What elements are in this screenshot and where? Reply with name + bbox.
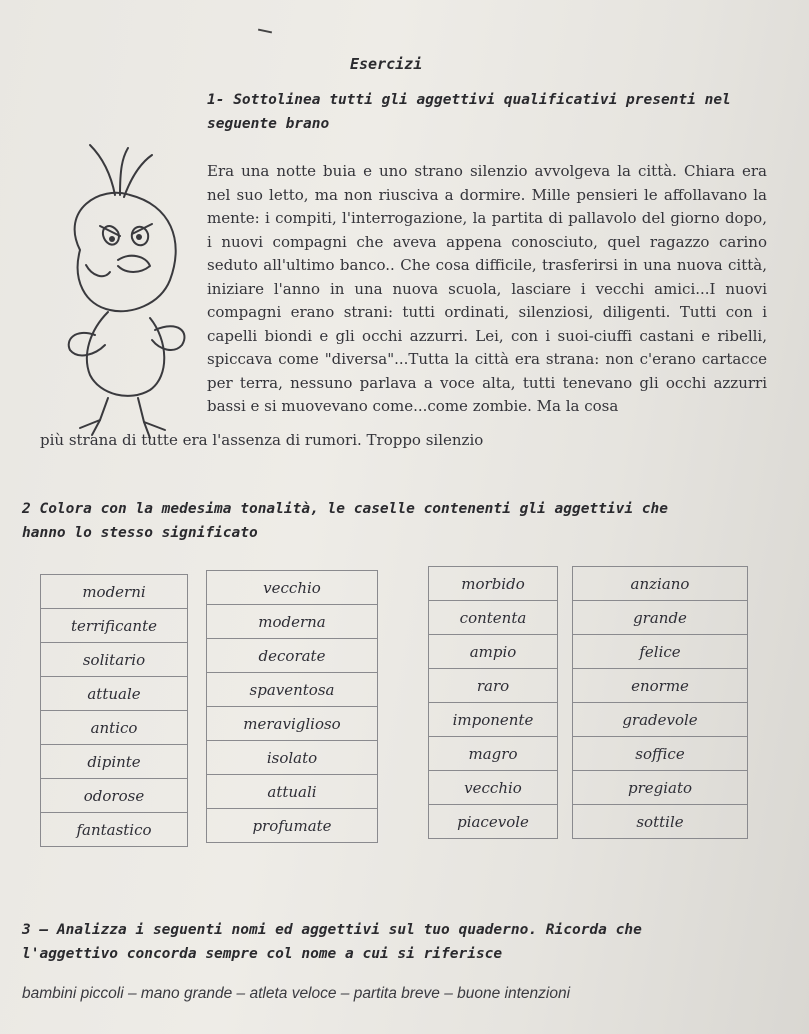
pen-mark: [258, 29, 272, 34]
adjective-row: [207, 639, 378, 673]
adjective-row: [573, 737, 748, 771]
adjective-row: [573, 601, 748, 635]
noun-adjective-phrases: bambini piccoli – mano grande – atleta veloce – partita breve – buone intenzioni: [22, 985, 571, 1002]
adjective-row: [429, 601, 558, 635]
adjective-row: [41, 677, 188, 711]
adjective-cell[interactable]: imponente: [429, 703, 558, 737]
adjective-cell[interactable]: spaventosa: [207, 673, 378, 707]
exercise-3-heading: [22, 918, 802, 966]
adjective-row: [207, 707, 378, 741]
adjective-cell[interactable]: decorate: [207, 639, 378, 673]
exercise-2-heading: [22, 497, 792, 545]
adjective-cell[interactable]: contenta: [429, 601, 558, 635]
passage-text: Era una notte buia e uno strano silenzio avvolgeva la città. Chiara era nel suo letto, ma non riusciva a dormire. Mille pensieri le affollavano la mente: i compiti, l'interrogazione, la partita di pallavolo del giorno dopo, i nuovi compagni che aveva appena conosciuto, quel ragazzo carino seduto all'ultimo banco.. Che cosa difficile, trasferirsi in una nuova città, iniziare l'anno in una nuova scuola, lasciare i vecchi amici...I nuovi compagni erano strani: tutti ordinati, silenziosi, diligenti. Tutti con i capelli biondi e gli occhi azzurri. Lei, con i suoi-ciuffi castani e ribelli, spiccava come "diversa"...Tutta la città era strana: non c'erano cartacce per terra, nessuno parlava a voce alta, tutti tenevano gli occhi azzurri bassi e si muovevano come...come zombie. Ma la cosa: [207, 162, 767, 415]
exercise-3-heading-line1: 3 – Analizza i seguenti nomi ed aggettivi sul tuo quaderno. Ricorda che: [22, 922, 642, 938]
adjective-row: [207, 809, 378, 843]
exercise-1-heading-line2: seguente brano: [207, 116, 330, 132]
adjective-cell[interactable]: vecchio: [429, 771, 558, 805]
adjective-row: [41, 575, 188, 609]
adjective-cell[interactable]: morbido: [429, 567, 558, 601]
adjective-row: [41, 745, 188, 779]
adjective-cell[interactable]: pregiato: [573, 771, 748, 805]
adjective-cell[interactable]: odorose: [41, 779, 188, 813]
adjective-row: [573, 567, 748, 601]
page-title: Esercizi: [350, 55, 423, 73]
adjective-cell[interactable]: attuale: [41, 677, 188, 711]
passage-tail: più strana di tutte era l'assenza di rumori. Troppo silenzio: [40, 431, 484, 449]
adjective-column-3: [428, 566, 558, 839]
adjective-cell[interactable]: dipinte: [41, 745, 188, 779]
adjective-cell[interactable]: moderni: [41, 575, 188, 609]
adjective-cell[interactable]: terrificante: [41, 609, 188, 643]
adjective-cell[interactable]: moderna: [207, 605, 378, 639]
adjective-row: [207, 741, 378, 775]
exercise-2-heading-line1: 2 Colora con la medesima tonalità, le caselle contenenti gli aggettivi che: [22, 501, 669, 517]
adjective-cell[interactable]: raro: [429, 669, 558, 703]
reading-passage: [207, 160, 767, 419]
adjective-row: [429, 805, 558, 839]
adjective-cell[interactable]: gradevole: [573, 703, 748, 737]
adjective-cell[interactable]: profumate: [207, 809, 378, 843]
adjective-cell[interactable]: grande: [573, 601, 748, 635]
adjective-row: [573, 771, 748, 805]
adjective-cell[interactable]: solitario: [41, 643, 188, 677]
adjective-cell[interactable]: anziano: [573, 567, 748, 601]
exercise-3-heading-line2: l'aggettivo concorda sempre col nome a cui si riferisce: [22, 946, 503, 962]
adjective-cell[interactable]: isolato: [207, 741, 378, 775]
adjective-row: [429, 771, 558, 805]
adjective-row: [429, 737, 558, 771]
adjective-row: [429, 669, 558, 703]
adjective-cell[interactable]: felice: [573, 635, 748, 669]
exercise-2-heading-line2: hanno lo stesso significato: [22, 525, 258, 541]
adjective-cell[interactable]: ampio: [429, 635, 558, 669]
adjective-cell[interactable]: enorme: [573, 669, 748, 703]
adjective-row: [207, 571, 378, 605]
adjective-cell[interactable]: piacevole: [429, 805, 558, 839]
adjective-row: [573, 635, 748, 669]
adjective-cell[interactable]: meraviglioso: [207, 707, 378, 741]
adjective-row: [41, 711, 188, 745]
adjective-row: [573, 703, 748, 737]
adjective-row: [207, 775, 378, 809]
adjective-cell[interactable]: antico: [41, 711, 188, 745]
adjective-row: [207, 673, 378, 707]
adjective-row: [41, 813, 188, 847]
adjective-row: [573, 669, 748, 703]
exercise-1-heading-line1: 1- Sottolinea tutti gli aggettivi qualificativi presenti nel: [207, 92, 731, 108]
adjective-row: [429, 703, 558, 737]
adjective-cell[interactable]: vecchio: [207, 571, 378, 605]
adjective-row: [429, 635, 558, 669]
adjective-column-2: [206, 570, 378, 843]
tweety-illustration: [20, 140, 220, 440]
adjective-row: [207, 605, 378, 639]
adjective-row: [429, 567, 558, 601]
adjective-row: [41, 643, 188, 677]
adjective-row: [41, 779, 188, 813]
adjective-column-4: [572, 566, 748, 839]
adjective-cell[interactable]: fantastico: [41, 813, 188, 847]
adjective-column-1: [40, 574, 188, 847]
exercise-1-heading: [207, 88, 731, 136]
adjective-cell[interactable]: attuali: [207, 775, 378, 809]
adjective-row: [573, 805, 748, 839]
adjective-row: [41, 609, 188, 643]
adjective-cell[interactable]: magro: [429, 737, 558, 771]
adjective-cell[interactable]: soffice: [573, 737, 748, 771]
adjective-cell[interactable]: sottile: [573, 805, 748, 839]
